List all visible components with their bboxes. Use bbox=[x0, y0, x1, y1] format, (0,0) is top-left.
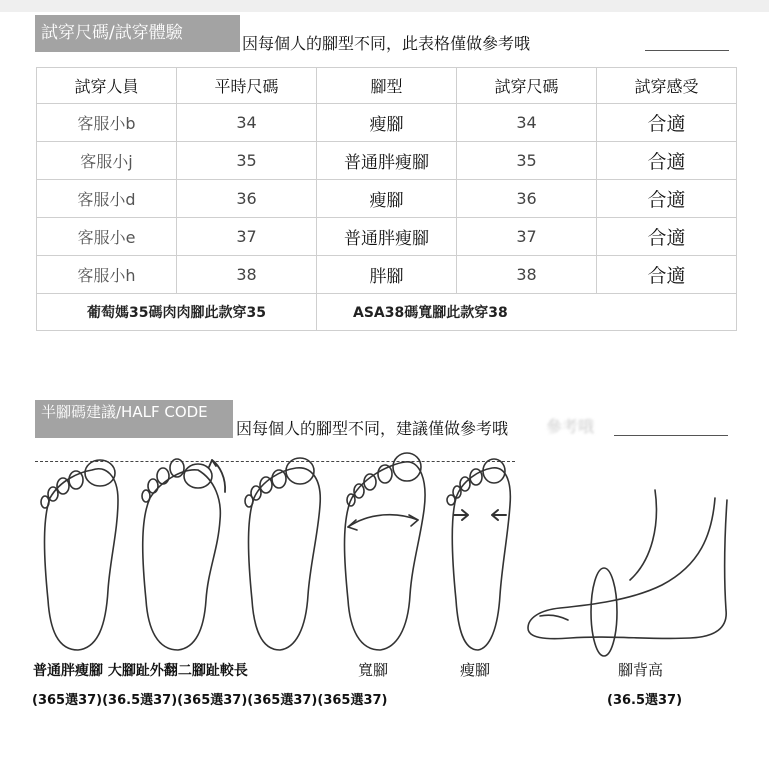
usual-size: 38 bbox=[177, 256, 317, 294]
tester-name: 客服小h bbox=[37, 256, 177, 294]
table-header-cell: 試穿尺碼 bbox=[457, 68, 597, 104]
usual-size: 36 bbox=[177, 180, 317, 218]
size-recommendations: (365選37)(36.5選37)(365選37)(365選37)(365選37) bbox=[32, 693, 388, 708]
table-row bbox=[37, 104, 737, 142]
table-header-cell: 腳型 bbox=[317, 68, 457, 104]
fit-feeling: 合適 bbox=[597, 104, 737, 142]
fit-feeling: 合適 bbox=[597, 218, 737, 256]
tester-name: 客服小d bbox=[37, 180, 177, 218]
thin-foot-icon bbox=[447, 459, 510, 650]
table-header-row bbox=[37, 68, 737, 104]
foot-type: 瘦腳 bbox=[317, 180, 457, 218]
fit-feeling: 合適 bbox=[597, 180, 737, 218]
fit-feeling: 合適 bbox=[597, 142, 737, 180]
foot-type: 胖腳 bbox=[317, 256, 457, 294]
tester-name: 客服小b bbox=[37, 104, 177, 142]
high-instep-foot-icon bbox=[528, 490, 727, 656]
note-underline bbox=[645, 50, 729, 51]
normal-foot-icon bbox=[245, 458, 320, 650]
tried-size: 36 bbox=[457, 180, 597, 218]
tester-name: 客服小j bbox=[37, 142, 177, 180]
fit-section-note: 因每個人的腳型不同，此表格僅做參考哦 bbox=[242, 34, 531, 53]
normal-foot-icon bbox=[41, 460, 118, 650]
usual-size: 35 bbox=[177, 142, 317, 180]
foot-type: 普通胖瘦腳 bbox=[317, 142, 457, 180]
fit-section-tag: 試穿尺碼/試穿體驗 bbox=[35, 15, 240, 52]
foot-type: 瘦腳 bbox=[317, 104, 457, 142]
tried-size: 38 bbox=[457, 256, 597, 294]
table-header-cell: 平時尺碼 bbox=[177, 68, 317, 104]
table-row bbox=[37, 180, 737, 218]
feet-illustration bbox=[0, 440, 769, 660]
caption-wide-foot: 寬腳 bbox=[358, 661, 389, 679]
usual-size: 34 bbox=[177, 104, 317, 142]
tried-size: 34 bbox=[457, 104, 597, 142]
table-row bbox=[37, 142, 737, 180]
half-code-note: 因每個人的腳型不同，建議僅做參考哦 bbox=[236, 419, 509, 438]
table-header-cell: 試穿感受 bbox=[597, 68, 737, 104]
size-recommendation-high-instep: (36.5選37) bbox=[607, 693, 683, 708]
table-header-cell: 試穿人員 bbox=[37, 68, 177, 104]
footer-left-note: 葡萄媽35碼肉肉腳此款穿35 bbox=[37, 294, 317, 331]
wide-foot-icon bbox=[345, 453, 426, 650]
half-code-note-blurred: 參考哦 bbox=[546, 417, 595, 436]
usual-size: 37 bbox=[177, 218, 317, 256]
fit-table bbox=[36, 67, 737, 331]
caption-high-instep: 腳背高 bbox=[618, 661, 664, 679]
table-row bbox=[37, 218, 737, 256]
tried-size: 37 bbox=[457, 218, 597, 256]
bunion-foot-icon bbox=[142, 459, 225, 650]
foot-type: 普通胖瘦腳 bbox=[317, 218, 457, 256]
half-code-section-tag: 半腳碼建議/HALF CODE bbox=[35, 400, 233, 438]
note-underline bbox=[614, 435, 728, 436]
caption-thin-foot: 瘦腳 bbox=[460, 661, 491, 679]
table-row bbox=[37, 256, 737, 294]
fit-feeling: 合適 bbox=[597, 256, 737, 294]
table-footer-row bbox=[37, 294, 737, 331]
top-strip bbox=[0, 0, 769, 12]
caption-normal-bunion: 普通胖瘦腳 大腳趾外翻二腳趾較長 bbox=[33, 663, 248, 679]
tried-size: 35 bbox=[457, 142, 597, 180]
tester-name: 客服小e bbox=[37, 218, 177, 256]
footer-right-note: ASA38碼寬腳此款穿38 bbox=[317, 294, 737, 331]
